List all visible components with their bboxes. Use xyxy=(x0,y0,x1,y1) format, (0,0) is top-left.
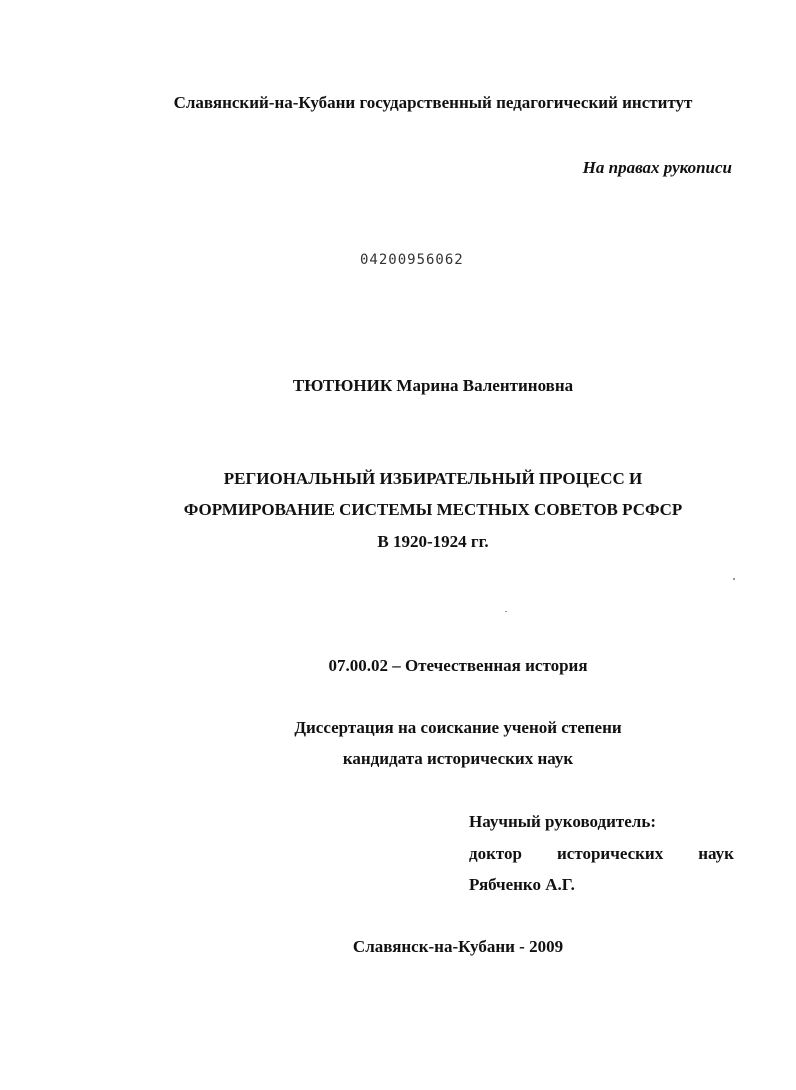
author-name: ТЮТЮНИК Марина Валентиновна xyxy=(292,376,574,395)
city-year: Славянск-на-Кубани - 2009 xyxy=(352,937,564,956)
degree-line-2: кандидата исторических наук xyxy=(342,749,574,768)
thesis-title-line-1: РЕГИОНАЛЬНЫЙ ИЗБИРАТЕЛЬНЫЙ ПРОЦЕСС И xyxy=(223,469,643,488)
advisor-title-word: доктор xyxy=(469,844,522,863)
advisor-title xyxy=(469,844,734,864)
scan-speck xyxy=(733,578,735,580)
institute-name: Славянский-на-Кубани государственный педагогический институт xyxy=(173,93,693,112)
advisor-title-word: наук xyxy=(698,844,734,863)
rights-notice: На правах рукописи xyxy=(582,158,732,177)
degree-line-1: Диссертация на соискание ученой степени xyxy=(294,718,622,737)
scan-speck xyxy=(505,611,507,612)
advisor-title-word: исторических xyxy=(557,844,664,863)
specialty-code: 07.00.02 – Отечественная история xyxy=(328,656,588,675)
thesis-title-line-2: ФОРМИРОВАНИЕ СИСТЕМЫ МЕСТНЫХ СОВЕТОВ РСФСР xyxy=(183,500,683,519)
advisor-label: Научный руководитель: xyxy=(469,812,656,831)
catalog-number: 04200956062 xyxy=(360,252,464,268)
advisor-name: Рябченко А.Г. xyxy=(469,875,575,894)
thesis-title-line-3: В 1920-1924 гг. xyxy=(377,532,489,551)
